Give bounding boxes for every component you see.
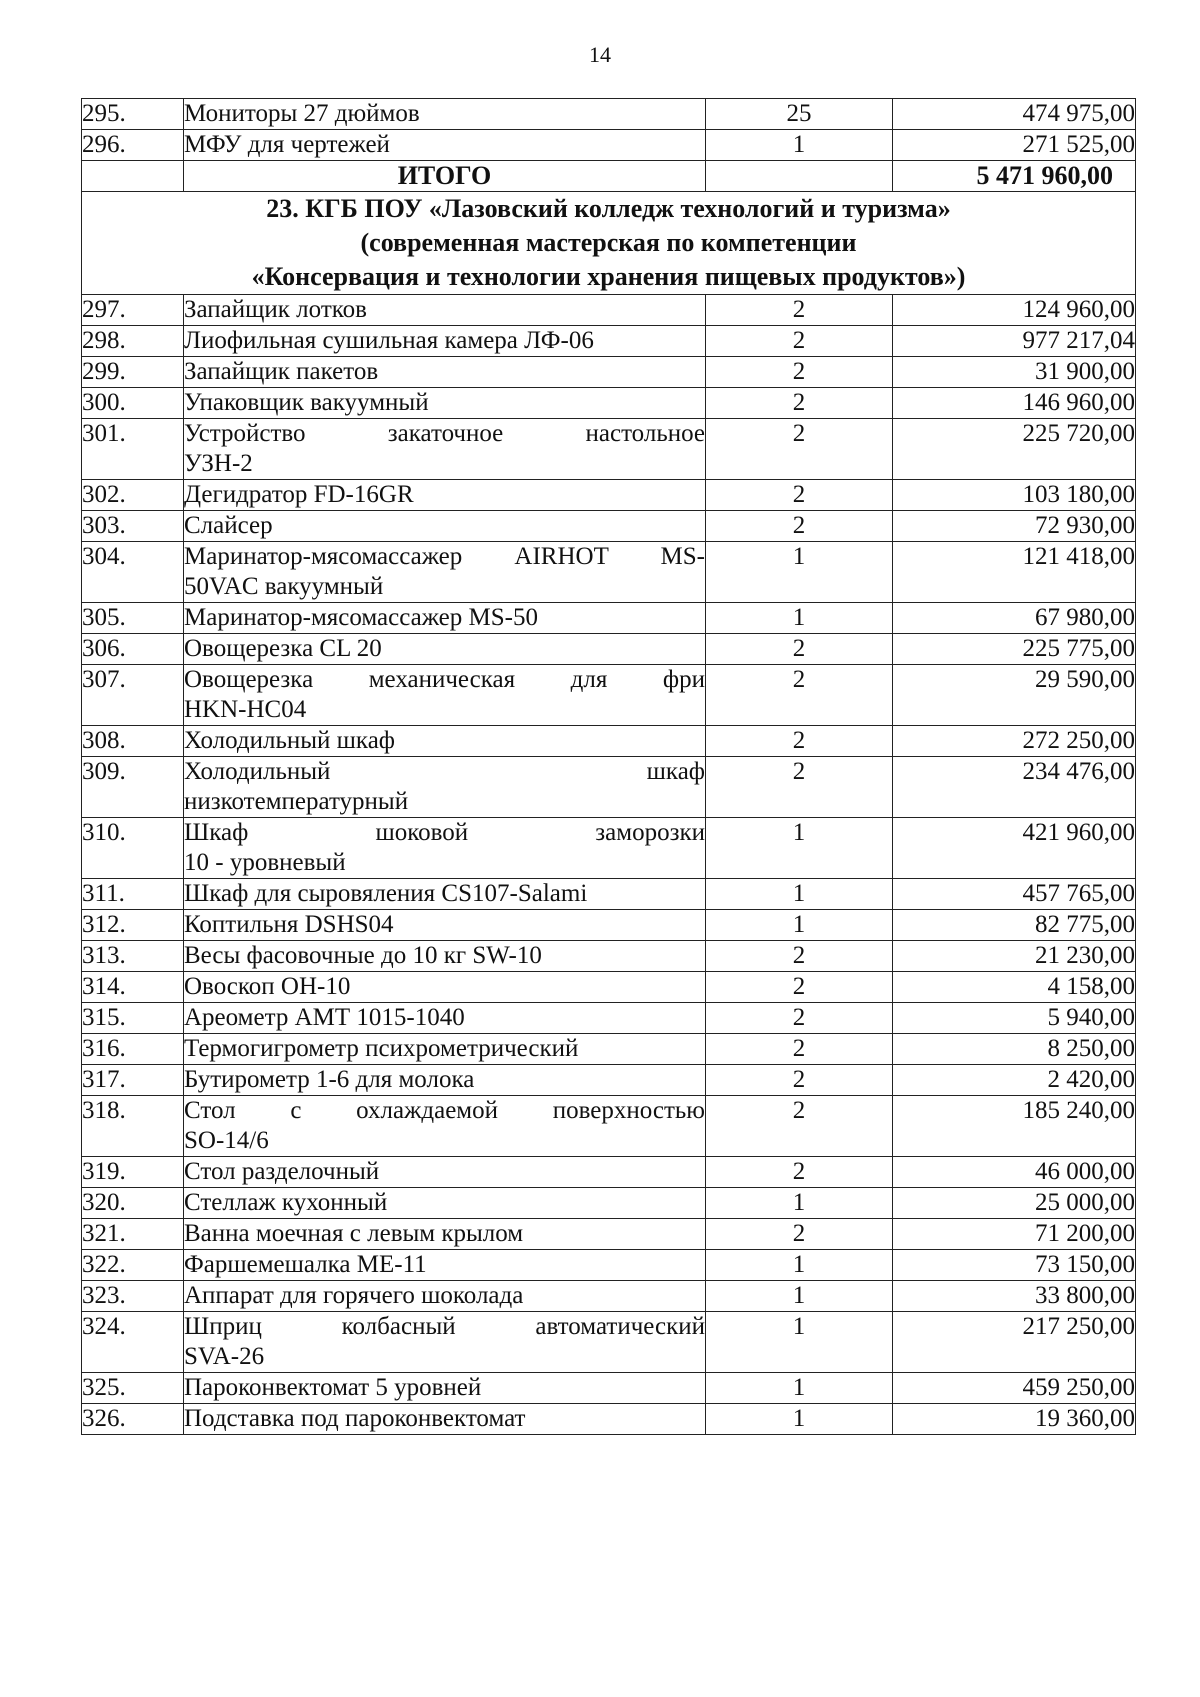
row-number: 303.	[82, 511, 184, 542]
item-sum: 4 158,00	[893, 972, 1136, 1003]
item-sum: 457 765,00	[893, 879, 1136, 910]
item-name-line1: Овощерезка механическая для фри	[184, 666, 705, 693]
item-sum: 46 000,00	[893, 1157, 1136, 1188]
total-row	[82, 161, 1136, 192]
table-row	[82, 1250, 1136, 1281]
table-row	[82, 326, 1136, 357]
row-number: 322.	[82, 1250, 184, 1281]
row-number: 308.	[82, 726, 184, 757]
page-number: 14	[589, 42, 611, 67]
row-number: 307.	[82, 665, 184, 726]
item-name: Дегидратор FD-16GR	[184, 480, 706, 511]
table-row	[82, 1404, 1136, 1435]
item-quantity: 2	[706, 357, 893, 388]
item-sum: 421 960,00	[893, 818, 1136, 879]
item-quantity: 2	[706, 1096, 893, 1157]
table-row	[82, 388, 1136, 419]
item-quantity: 2	[706, 480, 893, 511]
item-name: Ареометр АМТ 1015-1040	[184, 1003, 706, 1034]
item-quantity: 2	[706, 941, 893, 972]
item-quantity: 2	[706, 295, 893, 326]
row-number: 297.	[82, 295, 184, 326]
row-number: 310.	[82, 818, 184, 879]
table-row	[82, 295, 1136, 326]
item-name: Лиофильная сушильная камера ЛФ-06	[184, 326, 706, 357]
item-quantity: 2	[706, 726, 893, 757]
table-row	[82, 972, 1136, 1003]
row-number: 316.	[82, 1034, 184, 1065]
item-quantity: 1	[706, 603, 893, 634]
row-number: 313.	[82, 941, 184, 972]
item-name: Термогигрометр психрометрический	[184, 1034, 706, 1065]
item-name: Маринатор-мясомассажер MS-50	[184, 603, 706, 634]
item-name: Холодильный шкаф	[184, 726, 706, 757]
item-name-line2: 50VAC вакуумный	[184, 573, 384, 600]
table-row	[82, 1065, 1136, 1096]
row-number: 318.	[82, 1096, 184, 1157]
item-name: Пароконвектомат 5 уровней	[184, 1373, 706, 1404]
table-row	[82, 1157, 1136, 1188]
table-row	[82, 1373, 1136, 1404]
item-quantity: 2	[706, 1157, 893, 1188]
section-header-row	[82, 192, 1136, 295]
item-sum: 71 200,00	[893, 1219, 1136, 1250]
item-name-line2: SVA-26	[184, 1343, 265, 1370]
item-sum: 5 940,00	[893, 1003, 1136, 1034]
row-number: 298.	[82, 326, 184, 357]
item-name-line2: SO-14/6	[184, 1127, 269, 1154]
item-quantity: 1	[706, 1188, 893, 1219]
row-number: 299.	[82, 357, 184, 388]
table-row	[82, 419, 1136, 480]
item-quantity: 2	[706, 1034, 893, 1065]
item-name: Бутирометр 1-6 для молока	[184, 1065, 706, 1096]
table-row	[82, 726, 1136, 757]
item-name-line2: 10 - уровневый	[184, 849, 346, 876]
row-number: 296.	[82, 130, 184, 161]
table-row	[82, 1034, 1136, 1065]
item-quantity: 1	[706, 542, 893, 603]
section-title: 23. КГБ ПОУ «Лазовский колледж технологий и туризма»	[266, 194, 951, 223]
item-quantity: 2	[706, 757, 893, 818]
item-name: Овоскоп ОН-10	[184, 972, 706, 1003]
item-name: Упаковщик вакуумный	[184, 388, 706, 419]
item-name	[184, 419, 706, 480]
item-name: Аппарат для горячего шоколада	[184, 1281, 706, 1312]
row-number: 325.	[82, 1373, 184, 1404]
item-name: Мониторы 27 дюймов	[184, 99, 706, 130]
item-sum: 271 525,00	[893, 130, 1136, 161]
row-number: 306.	[82, 634, 184, 665]
item-sum: 272 250,00	[893, 726, 1136, 757]
item-name: Фаршемешалка МЕ-11	[184, 1250, 706, 1281]
item-quantity: 2	[706, 511, 893, 542]
table-row	[82, 357, 1136, 388]
total-empty-cell	[706, 161, 893, 192]
item-name-line1: Холодильный шкаф	[184, 758, 705, 785]
table-row	[82, 480, 1136, 511]
item-sum: 225 775,00	[893, 634, 1136, 665]
item-name: Ванна моечная с левым крылом	[184, 1219, 706, 1250]
item-name	[184, 1096, 706, 1157]
table-row	[82, 634, 1136, 665]
item-name: Стол разделочный	[184, 1157, 706, 1188]
total-empty-cell	[82, 161, 184, 192]
item-sum: 31 900,00	[893, 357, 1136, 388]
item-sum: 21 230,00	[893, 941, 1136, 972]
item-quantity: 25	[706, 99, 893, 130]
table-row	[82, 941, 1136, 972]
item-name-line1: Стол с охлаждаемой поверхностью	[184, 1097, 705, 1124]
item-name-line1: Шприц колбасный автоматический	[184, 1313, 705, 1340]
table-row	[82, 1219, 1136, 1250]
item-quantity: 2	[706, 634, 893, 665]
item-quantity: 1	[706, 818, 893, 879]
item-sum: 67 980,00	[893, 603, 1136, 634]
row-number: 319.	[82, 1157, 184, 1188]
row-number: 311.	[82, 879, 184, 910]
item-sum: 459 250,00	[893, 1373, 1136, 1404]
table-row	[82, 99, 1136, 130]
item-sum: 146 960,00	[893, 388, 1136, 419]
item-sum: 19 360,00	[893, 1404, 1136, 1435]
item-quantity: 1	[706, 1373, 893, 1404]
item-sum: 8 250,00	[893, 1034, 1136, 1065]
table-row	[82, 665, 1136, 726]
item-sum: 225 720,00	[893, 419, 1136, 480]
row-number: 300.	[82, 388, 184, 419]
item-sum: 25 000,00	[893, 1188, 1136, 1219]
section-competence: «Консервация и технологии хранения пищевых продуктов»)	[251, 262, 966, 291]
item-name: Овощерезка CL 20	[184, 634, 706, 665]
section-subtitle: (современная мастерская по компетенции	[360, 228, 857, 257]
item-sum: 33 800,00	[893, 1281, 1136, 1312]
item-name-line2: HKN-HC04	[184, 696, 307, 723]
item-name: Запайщик пакетов	[184, 357, 706, 388]
item-quantity: 1	[706, 130, 893, 161]
item-quantity: 2	[706, 388, 893, 419]
item-sum: 474 975,00	[893, 99, 1136, 130]
item-name	[184, 818, 706, 879]
table-row	[82, 1188, 1136, 1219]
item-quantity: 2	[706, 972, 893, 1003]
item-quantity: 2	[706, 419, 893, 480]
item-quantity: 2	[706, 1065, 893, 1096]
row-number: 320.	[82, 1188, 184, 1219]
item-name-line1: Шкаф шоковой заморозки	[184, 819, 705, 846]
item-sum: 217 250,00	[893, 1312, 1136, 1373]
item-name: Стеллаж кухонный	[184, 1188, 706, 1219]
item-quantity: 1	[706, 879, 893, 910]
row-number: 314.	[82, 972, 184, 1003]
section-header	[82, 192, 1136, 295]
item-sum: 121 418,00	[893, 542, 1136, 603]
table-row	[82, 879, 1136, 910]
item-name: Шкаф для сыровяления CS107-Salami	[184, 879, 706, 910]
item-name: МФУ для чертежей	[184, 130, 706, 161]
item-sum: 2 420,00	[893, 1065, 1136, 1096]
item-name	[184, 665, 706, 726]
item-name-line1: Маринатор-мясомассажер AIRHOT MS-	[184, 543, 705, 570]
item-quantity: 1	[706, 1250, 893, 1281]
item-sum: 72 930,00	[893, 511, 1136, 542]
row-number: 302.	[82, 480, 184, 511]
table-row	[82, 1096, 1136, 1157]
row-number: 323.	[82, 1281, 184, 1312]
table-row	[82, 511, 1136, 542]
item-quantity: 2	[706, 665, 893, 726]
table-row	[82, 757, 1136, 818]
table-row	[82, 1312, 1136, 1373]
item-quantity: 2	[706, 1003, 893, 1034]
row-number: 324.	[82, 1312, 184, 1373]
item-sum: 124 960,00	[893, 295, 1136, 326]
item-quantity: 2	[706, 1219, 893, 1250]
item-quantity: 1	[706, 1404, 893, 1435]
row-number: 301.	[82, 419, 184, 480]
item-sum: 234 476,00	[893, 757, 1136, 818]
item-sum: 977 217,04	[893, 326, 1136, 357]
row-number: 312.	[82, 910, 184, 941]
row-number: 305.	[82, 603, 184, 634]
equipment-table	[81, 98, 1136, 1435]
row-number: 317.	[82, 1065, 184, 1096]
table-row	[82, 542, 1136, 603]
total-label: ИТОГО	[184, 161, 706, 192]
item-name: Коптильня DSHS04	[184, 910, 706, 941]
item-quantity: 2	[706, 326, 893, 357]
item-name	[184, 1312, 706, 1373]
row-number: 295.	[82, 99, 184, 130]
table-row	[82, 1003, 1136, 1034]
table-row	[82, 910, 1136, 941]
item-name-line1: Устройство закаточное настольное	[184, 420, 705, 447]
item-name	[184, 542, 706, 603]
item-name: Подставка под пароконвектомат	[184, 1404, 706, 1435]
item-quantity: 1	[706, 910, 893, 941]
item-name: Слайсер	[184, 511, 706, 542]
table-row	[82, 603, 1136, 634]
row-number: 315.	[82, 1003, 184, 1034]
item-name	[184, 757, 706, 818]
item-name: Весы фасовочные до 10 кг SW-10	[184, 941, 706, 972]
table-row	[82, 130, 1136, 161]
table-row	[82, 818, 1136, 879]
item-sum: 73 150,00	[893, 1250, 1136, 1281]
item-name-line2: УЗН-2	[184, 450, 253, 477]
table-row	[82, 1281, 1136, 1312]
item-sum: 29 590,00	[893, 665, 1136, 726]
row-number: 309.	[82, 757, 184, 818]
item-name-line2: низкотемпературный	[184, 788, 409, 815]
item-sum: 185 240,00	[893, 1096, 1136, 1157]
row-number: 304.	[82, 542, 184, 603]
item-quantity: 1	[706, 1312, 893, 1373]
item-sum: 103 180,00	[893, 480, 1136, 511]
row-number: 321.	[82, 1219, 184, 1250]
row-number: 326.	[82, 1404, 184, 1435]
item-quantity: 1	[706, 1281, 893, 1312]
total-sum: 5 471 960,00	[893, 161, 1136, 192]
item-name: Запайщик лотков	[184, 295, 706, 326]
item-sum: 82 775,00	[893, 910, 1136, 941]
